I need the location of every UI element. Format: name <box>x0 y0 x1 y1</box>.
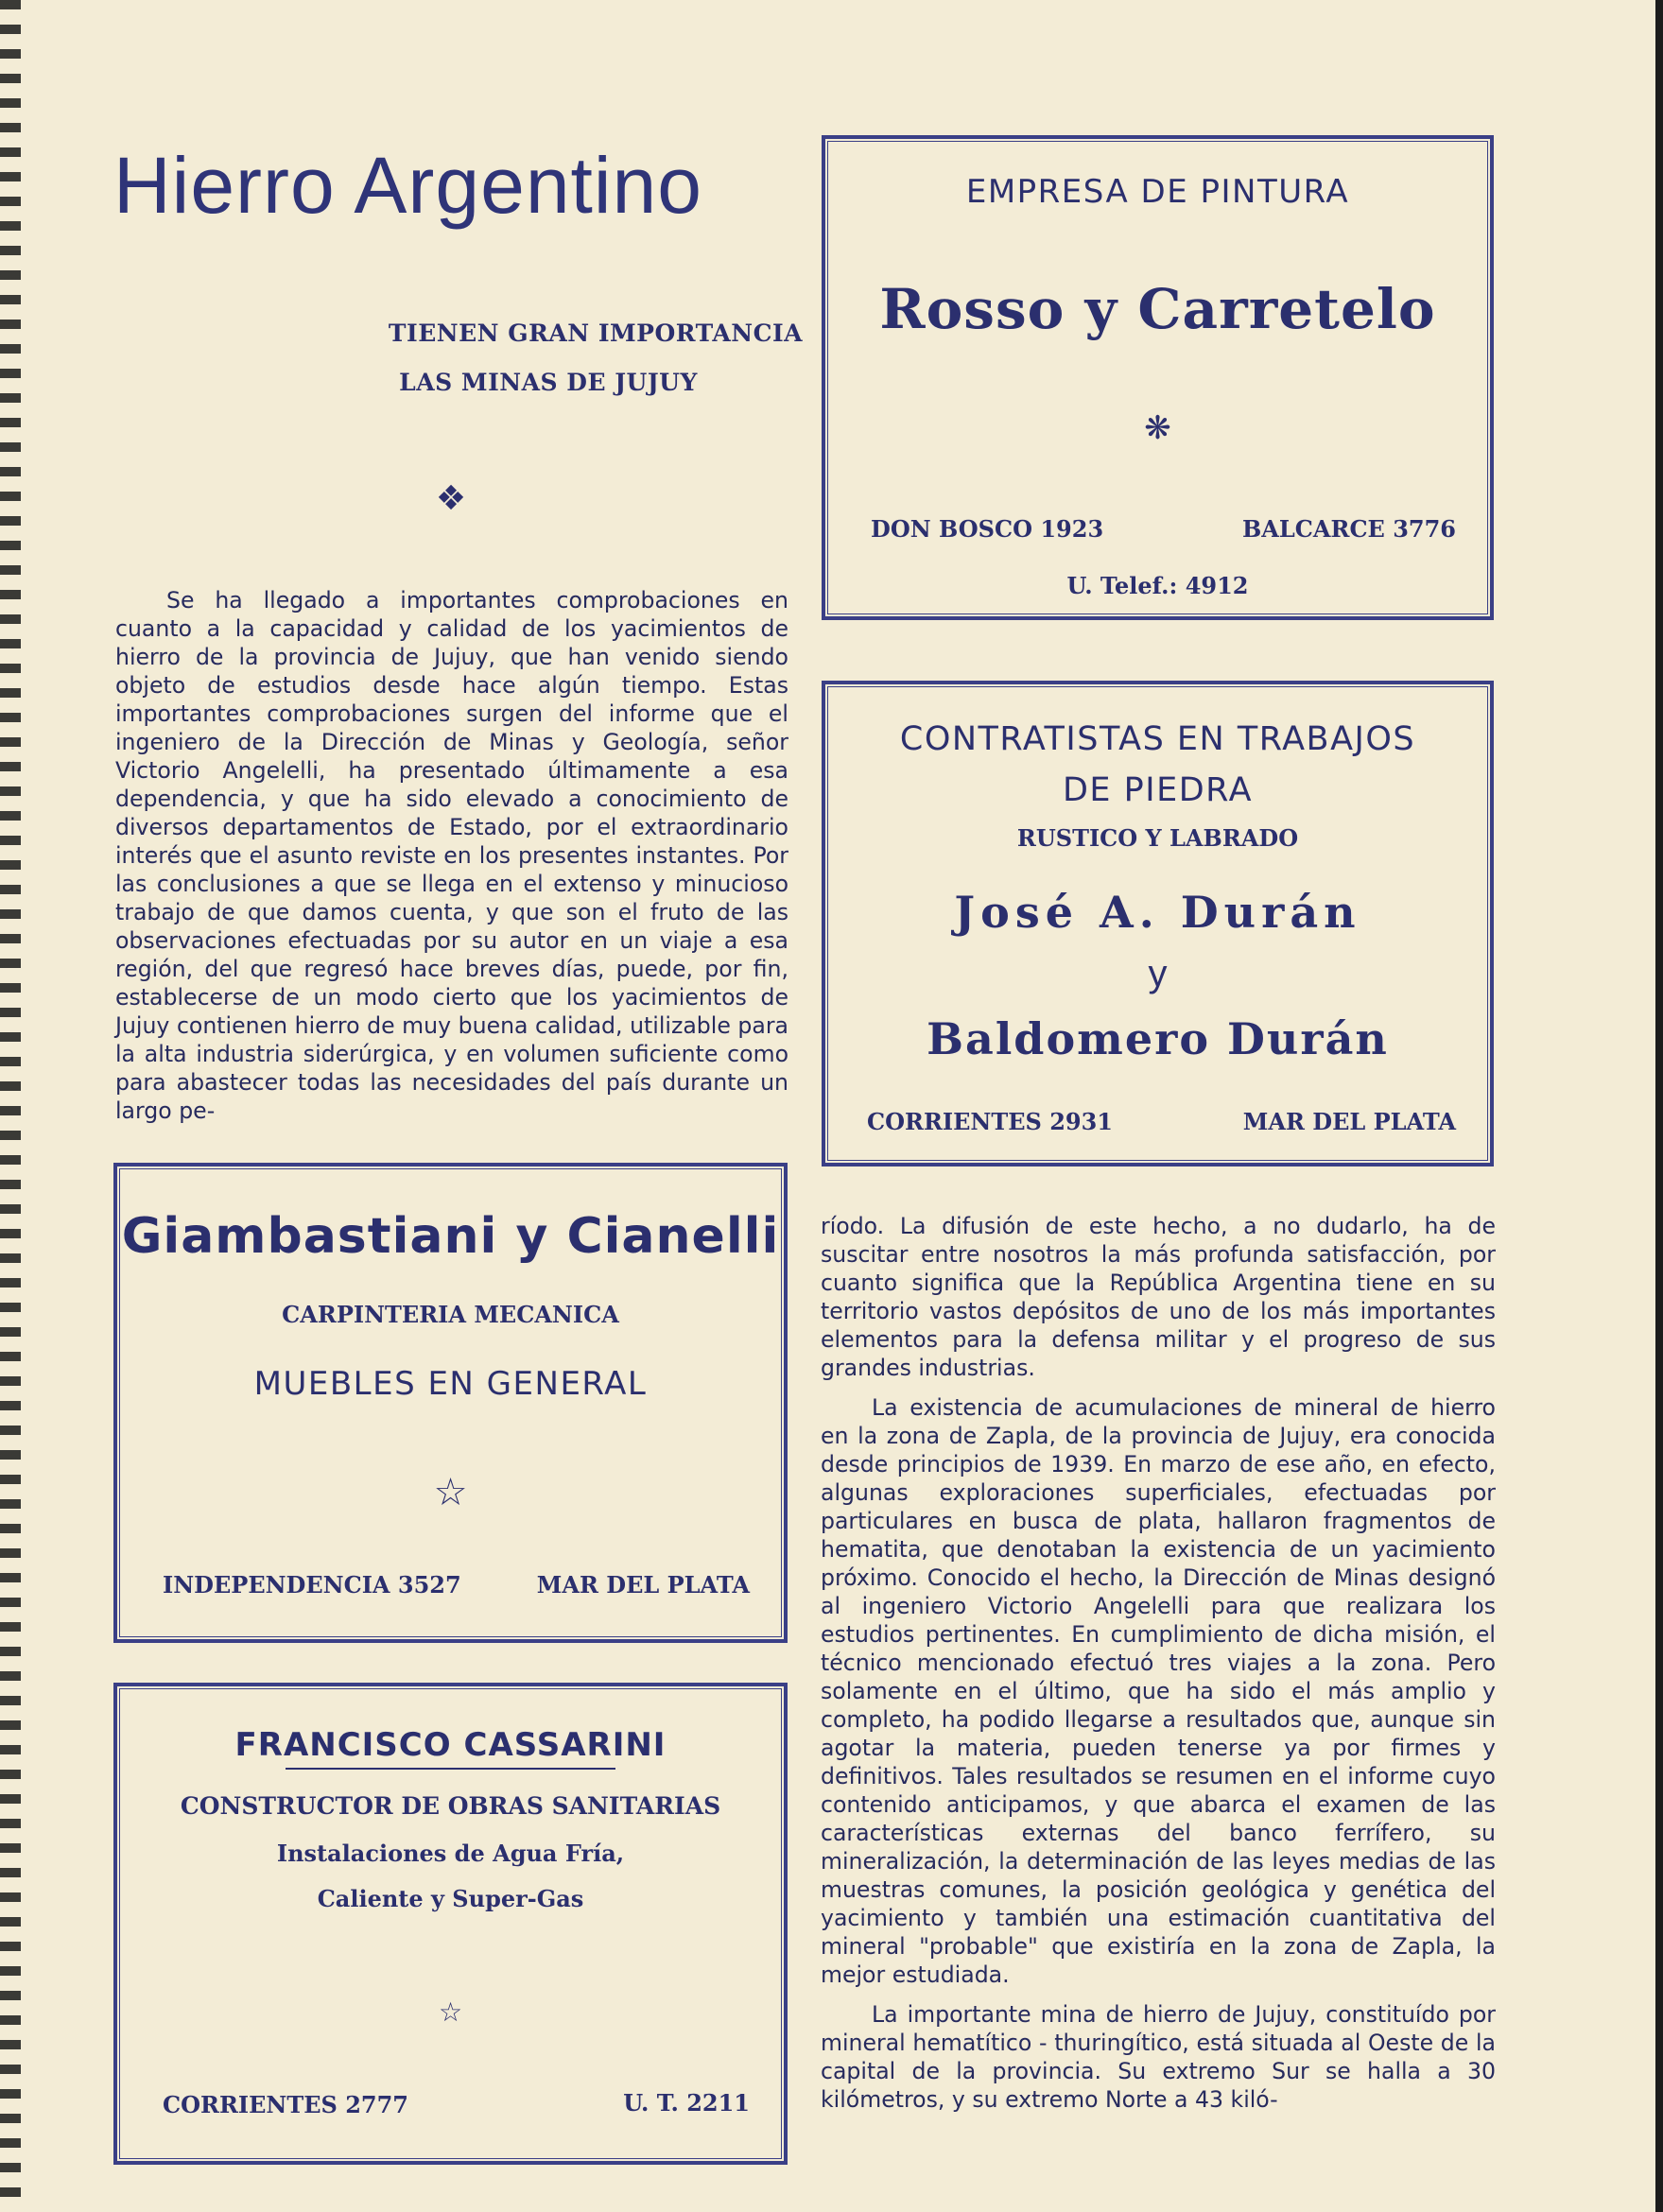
article-subtitle-1: TIENEN GRAN IMPORTANCIA <box>388 320 804 347</box>
ad-cassarini-line-2: Instalaciones de Agua Fría, <box>276 1840 625 1867</box>
ad-duran-conjunction: y <box>1148 953 1168 994</box>
ad-duran-address-right: MAR DEL PLATA <box>1242 1108 1456 1135</box>
article-paragraph-1-continued: ríodo. La difusión de este hecho, a no dudarlo, ha de suscitar entre nosotros la más profunda satisfacción, por cuanto significa que la República Argentina tiene en su territorio vastos depósitos de uno de los más importantes elementos para la defensa militar y el progreso de sus grandes industrias. <box>821 1213 1496 1381</box>
page-edge <box>1655 0 1663 2212</box>
article-column-left <box>115 586 788 1125</box>
article-title: Hierro Argentino <box>113 141 702 230</box>
ad-cassarini-name: FRANCISCO CASSARINI <box>234 1726 667 1764</box>
ad-rosso-name: Rosso y Carretelo <box>879 277 1436 341</box>
article-subtitle-2: LAS MINAS DE JUJUY <box>399 369 698 396</box>
ad-cassarini-star-icon: ☆ <box>438 1997 463 2027</box>
ad-duran-name-2: Baldomero Durán <box>927 1013 1389 1064</box>
ad-giambastiani-star-icon: ☆ <box>433 1472 468 1513</box>
ad-cassarini-address-right: U. T. 2211 <box>623 2089 750 2117</box>
ad-duran-name-1: José A. Durán <box>954 887 1361 938</box>
ad-cassarini-line-1: CONSTRUCTOR DE OBRAS SANITARIAS <box>180 1792 721 1820</box>
ad-cassarini-address-left: CORRIENTES 2777 <box>163 2091 408 2118</box>
ad-giambastiani-cianelli <box>113 1163 788 1643</box>
article-paragraph-3: La importante mina de hierro de Jujuy, constituído por mineral hematítico - thuringítico, está situada al Oeste de la capital de la provincia. Su extremo Sur se halla a 30 kilómetros, y su extremo Norte a 43 kiló- <box>821 2001 1496 2113</box>
article-column-right <box>821 1212 1496 2125</box>
ad-duran-subheading: RUSTICO Y LABRADO <box>1016 824 1299 852</box>
spiral-binding <box>0 0 21 2212</box>
ad-giambastiani-address-right: MAR DEL PLATA <box>536 1571 750 1599</box>
ad-duran <box>822 681 1494 1166</box>
ad-duran-address-left: CORRIENTES 2931 <box>867 1108 1113 1135</box>
ad-cassarini-line-3: Caliente y Super-Gas <box>317 1885 584 1912</box>
ad-rosso-heading: EMPRESA DE PINTURA <box>965 173 1350 211</box>
ad-rosso-ornament-icon: ❋ <box>1144 410 1171 446</box>
ad-rosso-address-left: DON BOSCO 1923 <box>871 515 1104 543</box>
ornament-icon: ❖ <box>435 478 467 517</box>
ad-cassarini-underline <box>286 1768 615 1770</box>
ad-rosso-phone: U. Telef.: 4912 <box>1066 572 1249 599</box>
ad-giambastiani-line-1: CARPINTERIA MECANICA <box>282 1301 619 1328</box>
ad-rosso-carretelo <box>822 135 1494 620</box>
article-paragraph-2: La existencia de acumulaciones de mineral de hierro en la zona de Zapla, de la provincia de Jujuy, era conocida desde principios de 1939. En marzo de ese año, en efecto, algunas exploraciones superficiales, efectuadas por particulares en busca de plata, hallaron fragmentos de hematita, que denotaban la existencia de un yacimiento próximo. Conocido el hecho, la Dirección de Minas designó al ingeniero Victorio Angelelli para que realizara los estudios pertinentes. En cumplimiento de dicha misión, el técnico mencionado efectuó tres viajes a la zona. Pero solamente en el último, que ha sido el más amplio y completo, ha podido llegarse a resultados que, aunque sin agotar la materia, pueden tenerse ya por firmes y definitivos. Tales resultados se resumen en el informe cuyo contenido anticipamos, y que abarca el examen de las características externas del banco ferrífero, su mineralización, la determinación de las leyes medias de las muestras comunes, la posición geológica y genética del yacimiento y también una estimación cuantitativa del mineral "probable" que existiría en la zona de Zapla, la mejor estudiada. <box>821 1394 1496 1988</box>
ad-rosso-address-right: BALCARCE 3776 <box>1242 515 1456 543</box>
ad-giambastiani-name: Giambastiani y Cianelli <box>121 1208 780 1265</box>
ad-duran-heading-1: CONTRATISTAS EN TRABAJOS <box>899 720 1416 758</box>
article-paragraph-1: Se ha llegado a importantes comprobaciones en cuanto a la capacidad y calidad de los yacimientos de hierro de la provincia de Jujuy, que han venido siendo objeto de estudios desde hace algún tiempo. Estas importantes comprobaciones surgen del informe que el ingeniero de la Dirección de Minas y Geología, señor Victorio Angelelli, ha presentado últimamente a esa dependencia, y que ha sido elevado a conocimiento de diversos departamentos de Estado, por el extraordinario interés que el asunto reviste en los presentes instantes. Por las conclusiones a que se llega en el extenso y minucioso trabajo de que damos cuenta, y que son el fruto de las observaciones efectuadas por su autor en un viaje a esa región, del que regresó hace breves días, puede, por fin, establecerse de un modo cierto que los yacimientos de Jujuy contienen hierro de muy buena calidad, utilizable para la alta industria siderúrgica, y en volumen suficiente como para abastecer todas las necesidades del país durante un largo pe- <box>115 587 788 1124</box>
ad-francisco-cassarini <box>113 1683 788 2165</box>
ad-giambastiani-address-left: INDEPENDENCIA 3527 <box>163 1571 461 1599</box>
ad-giambastiani-line-2: MUEBLES EN GENERAL <box>253 1365 648 1403</box>
ad-duran-heading-2: DE PIEDRA <box>1062 771 1254 809</box>
